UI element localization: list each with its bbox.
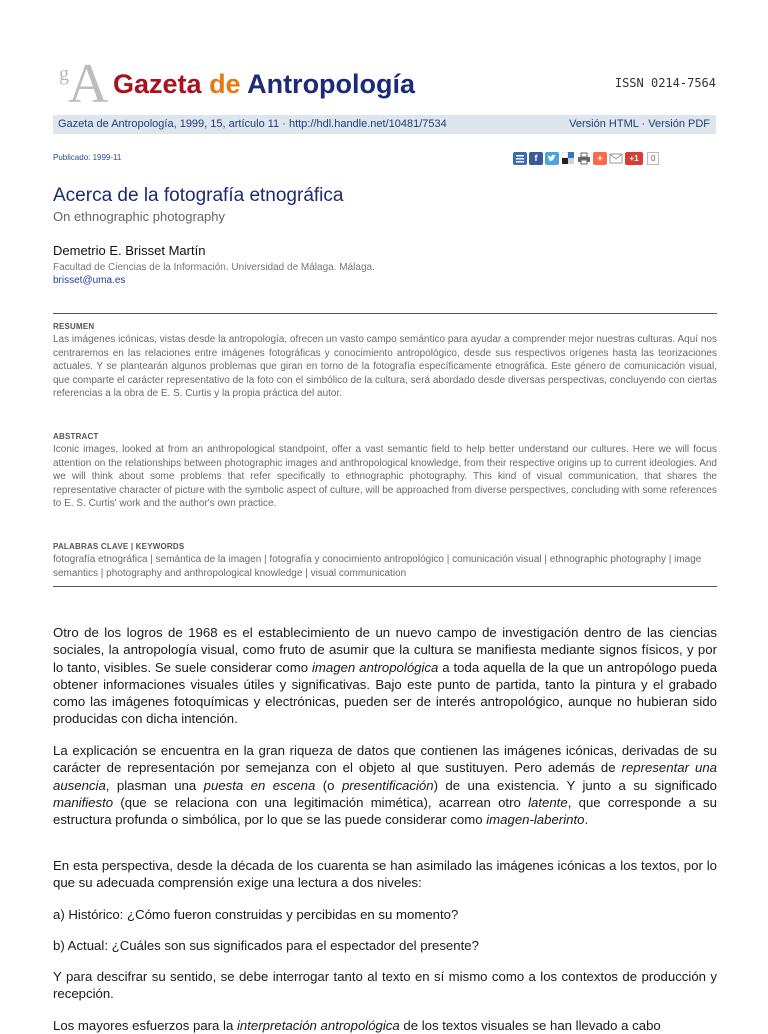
journal-logo-mark xyxy=(58,53,109,115)
top-divider xyxy=(53,313,717,314)
share-toolbar xyxy=(513,151,659,165)
author-affiliation: Facultad de Ciencias de la Información. Universidad de Málaga. Málaga. xyxy=(53,262,375,273)
article-title: Acerca de la fotografía etnográfica xyxy=(53,185,344,206)
google-plus-count: 0 xyxy=(647,152,659,165)
journal-name-word-2: de xyxy=(209,69,241,99)
keywords-heading: PALABRAS CLAVE | KEYWORDS xyxy=(53,542,185,551)
publication-date: Publicado: 1999-11 xyxy=(53,153,122,162)
body-paragraph-6: Y para descifrar su sentido, se debe interrogar tanto al texto en sí mismo como a los contextos de producción y recepción. xyxy=(53,969,717,1002)
delicious-icon[interactable] xyxy=(561,152,575,165)
body-paragraph-2: La explicación se encuentra en la gran riqueza de datos que contienen las imágenes icónicas, derivadas de su carácter de representación por semejanza con el objeto al que sustituyen. Pero además de representar una ausencia, plasman una puesta en escena (o presentificación) de una existencia. Y junto a su significado manifiesto (que se relaciona con una legitimación mimética), acarrean otro latente, que corresponde a su estructura profunda o simbólica, por lo que se las puede considerar como imagen-laberinto. xyxy=(53,743,717,828)
resumen-text: Las imágenes icónicas, vistas desde la antropología, ofrecen un vasto campo semántico para ayudar a comprender mejor nuestras culturas. Aquí nos centraremos en las relaciones entre imágenes fotográficas y conocimiento antropológico, desde sus respectivos orígenes hasta las teorizaciones actuales. Y se plantearán algunos problemas que giran en torno de la fotografía específicamente etnográfica. Este género de comunicación visual, que comparte el carácter representativo de la foto con el simbólico de la cultura, será abordado desde diversas perspectivas, concluyendo con ciertas referencias a la obra de E. S. Curtis y la propia práctica del autor. xyxy=(53,334,717,400)
citation-bar xyxy=(53,115,716,134)
facebook-icon[interactable]: f xyxy=(529,152,543,165)
journal-name-word-3: Antropología xyxy=(247,69,416,99)
twitter-icon[interactable] xyxy=(545,152,559,165)
abstract-heading: ABSTRACT xyxy=(53,432,99,441)
pdf-version-link[interactable]: Versión PDF xyxy=(648,118,710,130)
journal-name-word-1: Gazeta xyxy=(113,69,202,99)
body-paragraph-7: Los mayores esfuerzos para la interpretación antropológica de los textos visuales se han llevado a cabo xyxy=(53,1018,661,1033)
author-name: Demetrio E. Brisset Martín xyxy=(53,243,206,258)
html-version-link[interactable]: Versión HTML xyxy=(569,118,639,130)
body-paragraph-3: En esta perspectiva, desde la década de los cuarenta se han asimilado las imágenes icónicas a los textos, por lo que su adecuada comprensión exige una lectura a dos niveles: xyxy=(53,858,717,891)
abstract-text: Iconic images, looked at from an anthropological standpoint, offer a vast semantic field to help better understand our cultures. Here we will focus attention on the relationships between photographic images and anthropological knowledge, from their respective origins up to current ideologies. And we will think about some problems that refer specifically to ethnographic photography. This kind of visual communication, that shares the representative character of picture with the symbolic aspect of culture, will be approached from diverse perspectives, concluding with some references to E. S. Curtis' work and the author's own practice. xyxy=(53,444,717,510)
citation-link[interactable]: Gazeta de Antropología, 1999, 15, artículo 11 · http://hdl.handle.net/10481/7534 xyxy=(58,118,447,130)
journal-name[interactable] xyxy=(113,68,415,100)
body-paragraph-1: Otro de los logros de 1968 es el establecimiento de un nuevo campo de investigación dentro de las ciencias sociales, la antropología visual, como fruto de asumir que la cultura se manifiesta mediante signos físicos, y por lo tanto, visibles. Se suele considerar como imagen antropológica a toda aquella de la que un antropólogo pueda obtener informaciones visuales útiles y significativas. Bajo este punto de partida, tanto la pintura y el grabado como las imágenes fotoquímicas y electrónicas, pueden ser de interés antropológico, aunque no hubieran sido producidas con dicha intención. xyxy=(53,625,717,727)
author-email-link[interactable]: brisset@uma.es xyxy=(53,275,126,286)
bottom-divider xyxy=(53,586,717,587)
google-plus-icon[interactable]: +1 xyxy=(625,152,643,165)
addthis-icon[interactable]: + xyxy=(593,152,607,165)
article-subtitle: On ethnographic photography xyxy=(53,209,226,224)
logo-mark-big-letter: A xyxy=(68,53,109,115)
body-paragraph-4: a) Histórico: ¿Cómo fueron construidas y percibidas en su momento? xyxy=(53,907,459,922)
body-paragraph-5: b) Actual: ¿Cuáles son sus significados para el espectador del presente? xyxy=(53,938,479,953)
list-icon[interactable] xyxy=(513,152,527,165)
print-icon[interactable] xyxy=(577,152,591,165)
keywords-text: fotografía etnográfica | semántica de la imagen | fotografía y conocimiento antropológico | comunicación visual | ethnographic photography | image semantics | photography and anthropological knowledge | visual communication xyxy=(53,554,702,579)
version-links xyxy=(569,115,710,134)
logo-mark-small-letter: g xyxy=(59,63,69,85)
email-icon[interactable] xyxy=(609,152,623,165)
issn-label: ISSN 0214-7564 xyxy=(614,76,716,90)
version-separator: · xyxy=(641,118,646,130)
resumen-heading: RESUMEN xyxy=(53,322,95,331)
